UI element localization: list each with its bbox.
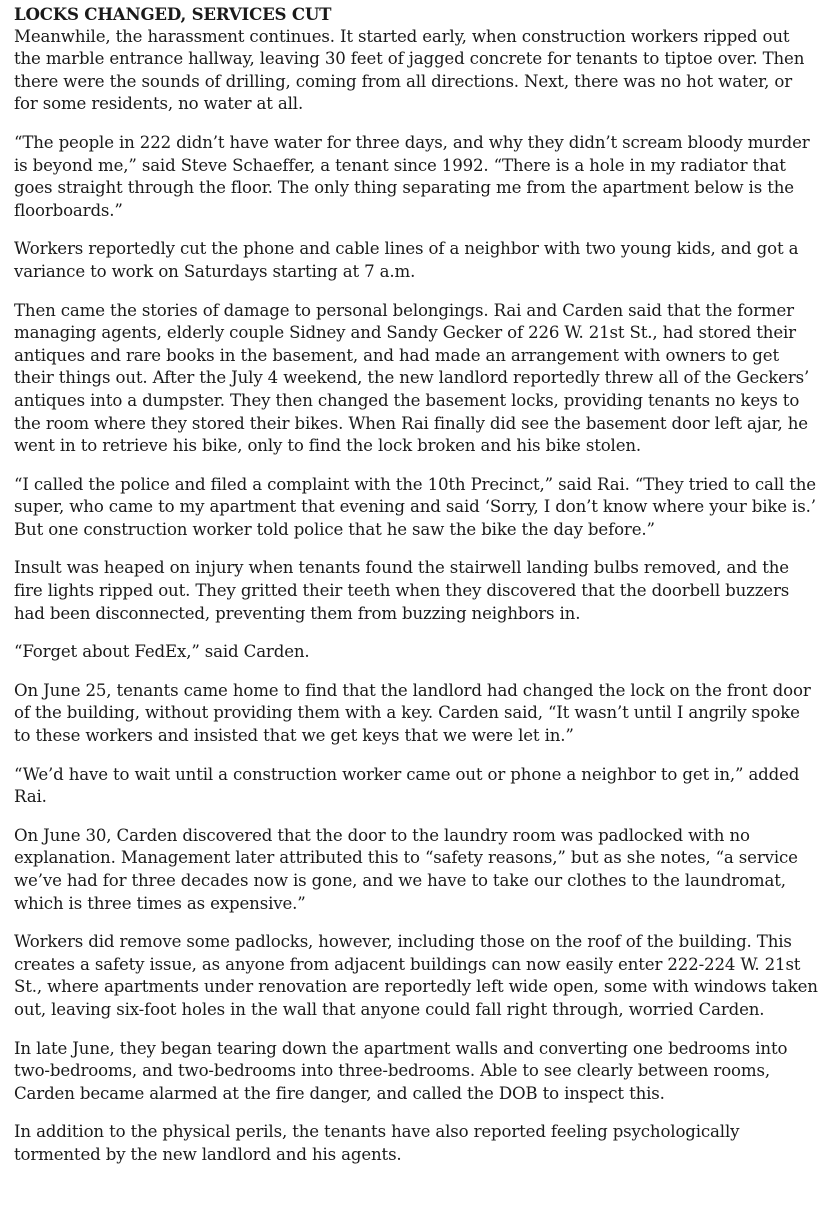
paragraph-8: On June 25, tenants came home to find that the landlord had changed the lock on the front door of the building, without providing them with a key. Carden said, “It wasn’t until I angrily spoke to these workers and insisted that we get keys that we were let in.” [14, 680, 811, 746]
paragraph-7: “Forget about FedEx,” said Carden. [14, 642, 310, 662]
paragraph-10: On June 30, Carden discovered that the door to the laundry room was padlocked with no explanation. Management later attributed this to “safety reasons,” but as she notes, “a service we’ve had for three decades now is gone, and we have to take our clothes to the laundromat, which is three times as expensive.” [14, 825, 798, 913]
paragraph-3: Workers reportedly cut the phone and cable lines of a neighbor with two young kids, and got a variance to work on Saturdays starting at 7 a.m. [14, 239, 799, 281]
paragraph-13: In addition to the physical perils, the tenants have also reported feeling psychologically tormented by the new landlord and his agents. [14, 1122, 740, 1164]
paragraph-9: “We’d have to wait until a construction worker came out or phone a neighbor to get in,” added Rai. [14, 764, 800, 807]
section-headline: LOCKS CHANGED, SERVICES CUT [14, 4, 332, 24]
paragraph-6: Insult was heaped on injury when tenants found the stairwell landing bulbs removed, and the fire lights ripped out. They gritted their teeth when they discovered that the doorbell buzzers had been disconnected, preventing them from buzzing neighbors in. [14, 558, 790, 623]
paragraph-1: Meanwhile, the harassment continues. It started early, when construction workers ripped out the marble entrance hallway, leaving 30 feet of jagged concrete for tenants to tiptoe over. Then there were the sounds of drilling, coming from all directions. Next, there was no hot water, or for some residents, no water at all. [14, 26, 805, 114]
paragraph-4: Then came the stories of damage to personal belongings. Rai and Carden said that the former managing agents, elderly couple Sidney and Sandy Gecker of 226 W. 21st St., had stored their antiques and rare books in the basement, and had made an arrangement with owners to get their things out. After the July 4 weekend, the new landlord reportedly threw all of the Geckers’ antiques into a dumpster. They then changed the basement locks, providing tenants no keys to the room where they stored their bikes. When Rai finally did see the basement door left ajar, he went in to retrieve his bike, only to find the lock broken and his bike stolen. [14, 300, 810, 456]
paragraph-5: “I called the police and filed a complaint with the 10th Precinct,” said Rai. “They tried to call the super, who came to my apartment that evening and said ‘Sorry, I don’t know where your bike is.’ But one construction worker told police that he saw the bike the day before.” [14, 474, 816, 539]
paragraph-2: “The people in 222 didn’t have water for three days, and why they didn’t scream bloody murder is beyond me,” said Steve Schaeffer, a tenant since 1992. “There is a hole in my radiator that goes straight through the floor. The only thing separating me from the apartment below is the floorboards.” [14, 132, 810, 220]
paragraph-12: In late June, they began tearing down the apartment walls and converting one bedrooms into two-bedrooms, and two-bedrooms into three-bedrooms. Able to see clearly between rooms, Carden became alarmed at the fire danger, and called the DOB to inspect this. [14, 1038, 788, 1103]
paragraph-11: Workers did remove some padlocks, however, including those on the roof of the building. This creates a safety issue, as anyone from adjacent buildings can now easily enter 222-224 W. 21st St., where apartments under renovation are reportedly left wide open, some with windows taken out, leaving six-foot holes in the wall that anyone could fall right through, worried Carden. [14, 932, 818, 1019]
